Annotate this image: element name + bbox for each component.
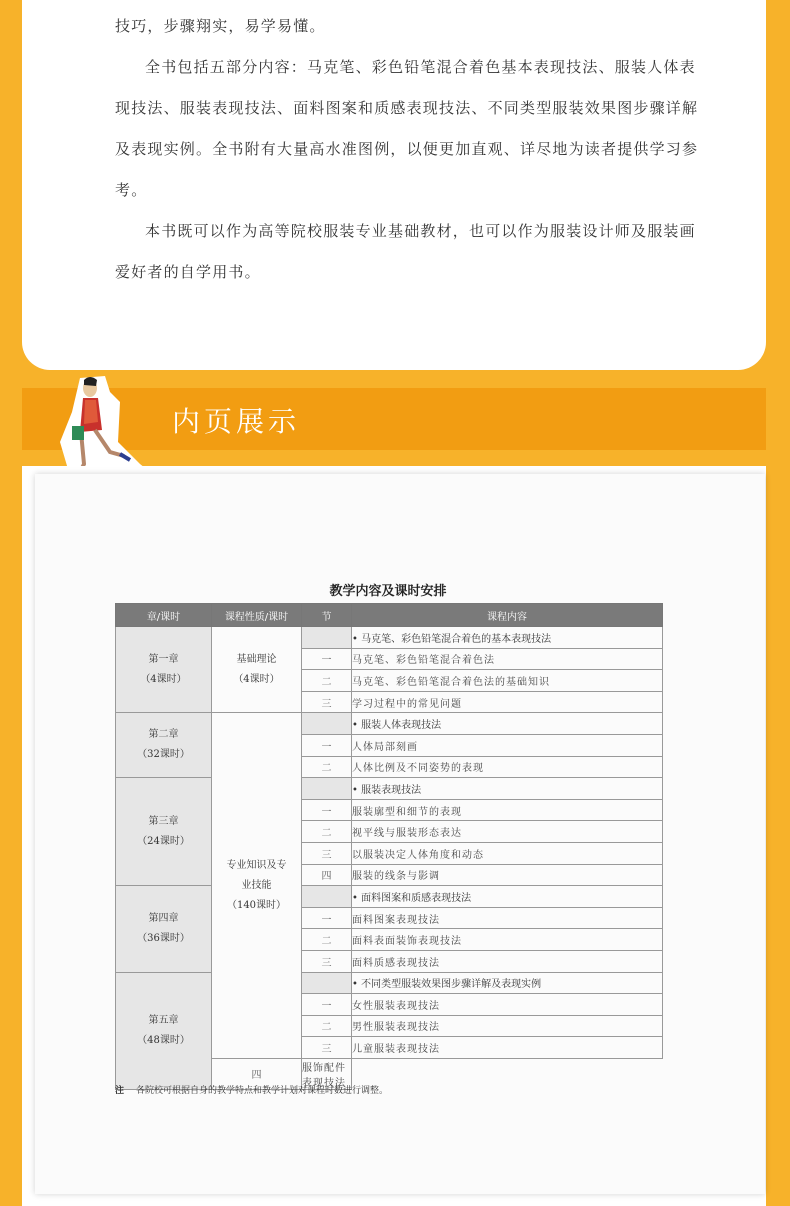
chapter-hours: （4课时） bbox=[140, 673, 187, 685]
content-cell: 面料图案表现技法 bbox=[352, 907, 663, 929]
header-nature: 课程性质/课时 bbox=[212, 604, 302, 627]
table-row bbox=[116, 713, 663, 735]
nature-cell bbox=[212, 627, 302, 713]
chapter-cell bbox=[116, 627, 212, 713]
section-cell bbox=[302, 972, 352, 994]
content-cell: 服装的线条与影调 bbox=[352, 864, 663, 886]
chapter-name: 第二章 bbox=[148, 729, 179, 741]
table-row bbox=[116, 972, 663, 994]
intro-paragraph-1: 技巧，步骤翔实，易学易懂。 bbox=[115, 17, 326, 35]
content-cell: 服装廓型和细节的表现 bbox=[352, 799, 663, 821]
chapter-cell bbox=[116, 886, 212, 972]
schedule-table bbox=[115, 603, 663, 1090]
content-cell: 视平线与服装形态表达 bbox=[352, 821, 663, 843]
section-number: 一 bbox=[302, 907, 352, 929]
chapter-hours: （36课时） bbox=[137, 932, 190, 944]
content-cell: 人体比例及不同姿势的表现 bbox=[352, 756, 663, 778]
content-cell: 女性服装表现技法 bbox=[352, 994, 663, 1016]
content-cell: 人体局部刻画 bbox=[352, 734, 663, 756]
topic-cell: • 服装人体表现技法 bbox=[352, 713, 663, 735]
nature-name-line2: 业技能 bbox=[241, 879, 272, 891]
header-content: 课程内容 bbox=[352, 604, 663, 627]
nature-cell bbox=[212, 713, 302, 1059]
header-chapter: 章/课时 bbox=[116, 604, 212, 627]
table-row bbox=[116, 778, 663, 800]
chapter-hours: （48课时） bbox=[137, 1034, 190, 1046]
section-number: 二 bbox=[302, 670, 352, 692]
section-cell bbox=[302, 713, 352, 735]
chapter-name: 第三章 bbox=[148, 815, 179, 827]
nature-name-line1: 专业知识及专 bbox=[226, 859, 287, 871]
content-cell: 以服装决定人体角度和动态 bbox=[352, 842, 663, 864]
section-number: 二 bbox=[302, 929, 352, 951]
section-number: 一 bbox=[302, 734, 352, 756]
content-cell: 儿童服装表现技法 bbox=[352, 1037, 663, 1059]
nature-hours: （4课时） bbox=[233, 673, 280, 685]
header-section: 节 bbox=[302, 604, 352, 627]
content-cell: 服饰配件表现技法 bbox=[302, 1058, 352, 1089]
topic-cell: • 马克笔、彩色铅笔混合着色的基本表现技法 bbox=[352, 627, 663, 649]
section-cell bbox=[302, 886, 352, 908]
topic-cell: • 不同类型服装效果图步骤详解及表现实例 bbox=[352, 972, 663, 994]
section-number: 一 bbox=[302, 799, 352, 821]
content-cell: 面料质感表现技法 bbox=[352, 950, 663, 972]
note-text: 各院校可根据自身的教学特点和教学计划对课程时数进行调整。 bbox=[136, 1086, 389, 1096]
table-title: 教学内容及课时安排 bbox=[329, 584, 447, 599]
intro-text bbox=[115, 6, 705, 293]
content-cell: 学习过程中的常见问题 bbox=[352, 691, 663, 713]
section-number: 三 bbox=[302, 950, 352, 972]
table-note bbox=[115, 1083, 388, 1096]
section-cell bbox=[302, 778, 352, 800]
content-cell: 马克笔、彩色铅笔混合着色法 bbox=[352, 648, 663, 670]
table-header-row bbox=[116, 604, 663, 627]
section-number: 三 bbox=[302, 691, 352, 713]
section-number: 二 bbox=[302, 1015, 352, 1037]
section-number: 二 bbox=[302, 756, 352, 778]
section-number: 三 bbox=[302, 1037, 352, 1059]
content-cell: 马克笔、彩色铅笔混合着色法的基础知识 bbox=[352, 670, 663, 692]
section-number: 二 bbox=[302, 821, 352, 843]
chapter-cell bbox=[116, 972, 212, 1089]
section-number: 一 bbox=[302, 994, 352, 1016]
section-number: 四 bbox=[212, 1058, 302, 1089]
nature-name: 基础理论 bbox=[236, 653, 277, 665]
content-cell: 面料表面装饰表现技法 bbox=[352, 929, 663, 951]
table-row bbox=[116, 627, 663, 649]
section-cell bbox=[302, 627, 352, 649]
section-number: 三 bbox=[302, 842, 352, 864]
nature-hours: （140课时） bbox=[226, 899, 287, 911]
chapter-name: 第四章 bbox=[148, 912, 179, 924]
topic-cell: • 面料图案和质感表现技法 bbox=[352, 886, 663, 908]
chapter-hours: （24课时） bbox=[137, 835, 190, 847]
chapter-name: 第五章 bbox=[148, 1014, 179, 1026]
intro-paragraph-2: 全书包括五部分内容：马克笔、彩色铅笔混合着色基本表现技法、服装人体表现技法、服装表现技法、面料图案和质感表现技法、不同类型服装效果图步骤详解及表现实例。全书附有大量高水准图例，以便更加直观、详尽地为读者提供学习参考。 bbox=[115, 58, 699, 199]
topic-cell: • 服装表现技法 bbox=[352, 778, 663, 800]
note-label: 注 bbox=[115, 1086, 125, 1096]
section-number: 一 bbox=[302, 648, 352, 670]
content-cell: 男性服装表现技法 bbox=[352, 1015, 663, 1037]
section-title: 内页展示 bbox=[172, 405, 301, 438]
chapter-cell bbox=[116, 778, 212, 886]
chapter-cell bbox=[116, 713, 212, 778]
chapter-name: 第一章 bbox=[148, 653, 179, 665]
chapter-hours: （32课时） bbox=[137, 749, 190, 761]
table-row bbox=[116, 886, 663, 908]
intro-paragraph-3: 本书既可以作为高等院校服装专业基础教材，也可以作为服装设计师及服装画爱好者的自学用书。 bbox=[115, 222, 696, 281]
section-number: 四 bbox=[302, 864, 352, 886]
